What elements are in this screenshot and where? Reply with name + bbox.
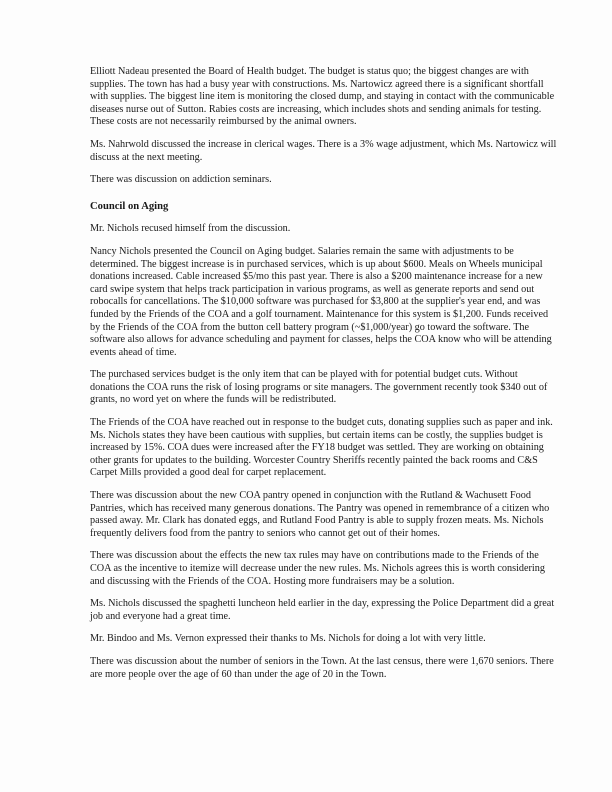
paragraph-board-of-health: Elliott Nadeau presented the Board of Health budget. The budget is status quo; the biggest changes are with supplies. The town has had a busy year with constructions. Ms. Nartowicz agreed there is a significant shortfall with supplies. The biggest line item is monitoring the closed dump, and staying in contact with the communicable diseases nurse out of Sutton. Rabies costs are increasing, which includes shots and sending animals for testing. These costs are not necessarily reimbursed by the animal owners. [90, 66, 555, 128]
paragraph-thanks: Mr. Bindoo and Ms. Vernon expressed their thanks to Ms. Nichols for doing a lot with very little. [90, 633, 486, 645]
paragraph-friends-of-coa: The Friends of the COA have reached out in response to the budget cuts, donating supplies such as paper and ink. Ms. Nichols states they have been cautious with supplies, but certain items can be costly, the supplies budget is increased by 15%. COA dues were increased after the FY18 budget was settled. They are working on obtaining other grants for updates to the building. Worcester Country Sheriffs recently painted the back rooms and C&S Carpet Mills provided a good deal for carpet replacement. [90, 417, 553, 479]
paragraph-recusal: Mr. Nichols recused himself from the discussion. [90, 223, 291, 235]
section-heading-council-on-aging: Council on Aging [90, 200, 169, 212]
paragraph-coa-budget: Nancy Nichols presented the Council on Aging budget. Salaries remain the same with adjustments to be determined. The biggest increase is in purchased services, which is up about $600. Meals on Wheels municipal donations increased. Cable increased $5/mo this past year. There is also a $200 maintenance increase for a new card swipe system that helps track participation in various programs, as well as generate reports and send out robocalls for cancellations. The $10,000 software was purchased for $3,800 at the supplier's year end, and was funded by the Friends of the COA and a golf tournament. Maintenance for this system is $1,200. Funds received by the Friends of the COA from the button cell battery program (~$1,000/year) go toward the software. The software also allows for advance scheduling and payment for classes, helps the COA know who will be attending events ahead of time. [90, 245, 552, 358]
paragraph-tax-rules: There was discussion about the effects the new tax rules may have on contributions made to the Friends of the COA as the incentive to itemize will decrease under the new rules. Ms. Nichols agrees this is worth considering and discussing with the Friends of the COA. Hosting more fundraisers may be a solution. [90, 550, 545, 587]
paragraph-purchased-services: The purchased services budget is the only item that can be played with for potential budget cuts. Without donations the COA runs the risk of losing programs or site managers. The government recently took $340 out of grants, no word yet on where the funds will be redistributed. [90, 369, 548, 406]
document-body [90, 66, 558, 691]
paragraph-spaghetti-luncheon: Ms. Nichols discussed the spaghetti luncheon held earlier in the day, expressing the Police Department did a great job and everyone had a great time. [90, 598, 555, 622]
paragraph-coa-pantry: There was discussion about the new COA pantry opened in conjunction with the Rutland & Wachusett Food Pantries, which has received many generous donations. The Pantry was opened in remembrance of a citizen who passed away. Mr. Clark has donated eggs, and Rutland Food Pantry is able to supply frozen meats. Ms. Nichols frequently delivers food from the pantry to seniors who cannot get out of their homes. [90, 490, 550, 539]
paragraph-clerical-wages: Ms. Nahrwold discussed the increase in clerical wages. There is a 3% wage adjustment, which Ms. Nartowicz will discuss at the next meeting. [90, 138, 557, 163]
paragraph-seniors-census: There was discussion about the number of seniors in the Town. At the last census, there were 1,670 seniors. There are more people over the age of 60 than under the age of 20 in the Town. [90, 655, 554, 680]
paragraph-addiction-seminars: There was discussion on addiction seminars. [90, 174, 272, 186]
